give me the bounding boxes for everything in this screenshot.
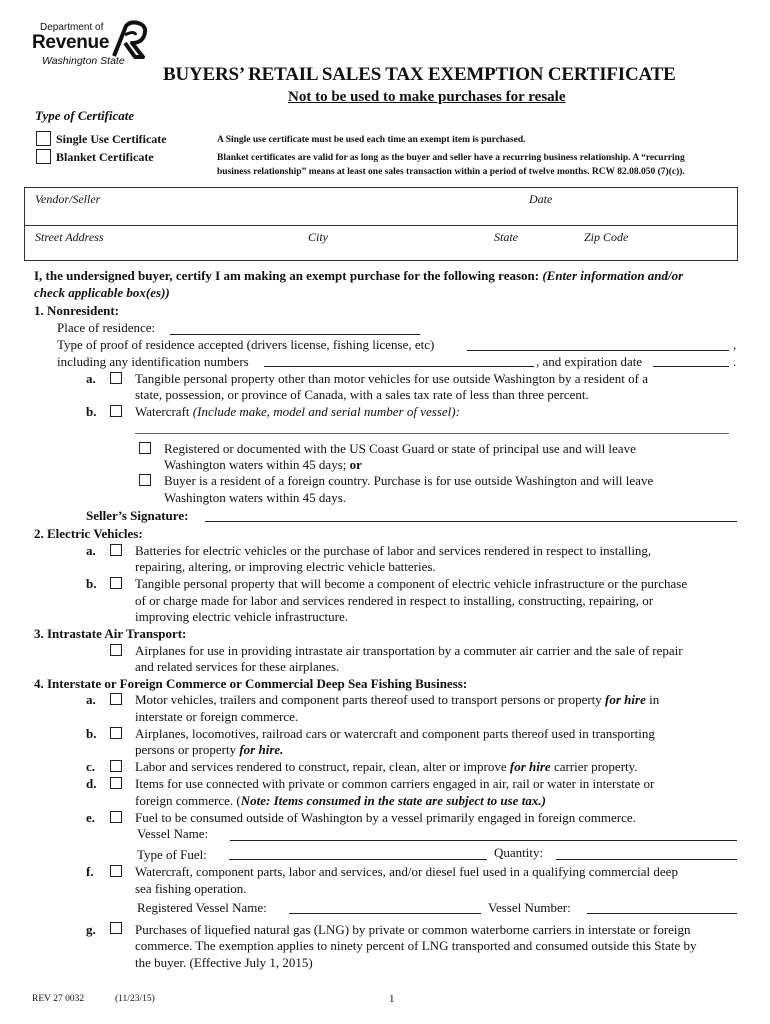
vendor-info-box <box>24 187 738 261</box>
s4-f-text-1: Watercraft, component parts, labor and services, and/or diesel fuel used in a qualifying commercial deep <box>135 864 678 879</box>
s4-a-text-2: interstate or foreign commerce. <box>135 709 299 724</box>
s4-d-checkbox[interactable] <box>110 777 122 789</box>
logo-revenue-text: Revenue <box>32 32 110 53</box>
logo-dept-text: Department of <box>40 22 104 33</box>
s4-f-checkbox[interactable] <box>110 865 122 877</box>
s4-a-letter: a. <box>86 692 96 707</box>
s4-a-text-1a: Motor vehicles, trailers and component parts thereof used to transport persons or property <box>135 692 602 707</box>
s2-a-checkbox[interactable] <box>110 544 122 556</box>
proof-type-input[interactable] <box>467 350 729 351</box>
section-2-heading: 2. Electric Vehicles: <box>34 526 143 541</box>
date-field[interactable]: Date <box>529 192 553 206</box>
s3-checkbox[interactable] <box>110 644 122 656</box>
s2-a-letter: a. <box>86 543 96 558</box>
section-3-heading: 3. Intrastate Air Transport: <box>34 626 187 641</box>
certify-statement <box>34 268 683 284</box>
s4-a-checkbox[interactable] <box>110 693 122 705</box>
certify-text: I, the undersigned buyer, certify I am making an exempt purchase for the following reason: <box>34 268 540 283</box>
id-numbers-input[interactable] <box>264 366 534 367</box>
quantity-input[interactable] <box>556 859 737 860</box>
s1-b-checkbox[interactable] <box>110 405 122 417</box>
seller-signature-input[interactable] <box>205 521 737 522</box>
coast-guard-text-2a: Washington waters within 45 days; <box>164 457 347 472</box>
s1-b-text <box>135 404 460 420</box>
place-of-residence-input[interactable] <box>170 334 420 335</box>
expiration-input[interactable] <box>653 366 729 367</box>
s4-c-text-a: Labor and services rendered to construct, repair, clean, alter or improve <box>135 759 507 774</box>
expiration-label: , and expiration date <box>536 354 643 369</box>
coast-guard-text-1: Registered or documented with the US Coast Guard or state of principal use and will leave <box>164 441 636 456</box>
s2-a-text-2: repairing, altering, or improving electric vehicle batteries. <box>135 559 436 574</box>
state-field[interactable]: State <box>494 230 518 244</box>
s4-g-checkbox[interactable] <box>110 922 122 934</box>
s1-a-text-1: Tangible personal property other than motor vehicles for use outside Washington by a resident of a <box>135 371 648 386</box>
coast-guard-text-2 <box>164 457 362 473</box>
section-1-heading: 1. Nonresident: <box>34 303 119 318</box>
s1-a-checkbox[interactable] <box>110 372 122 384</box>
blanket-label: Blanket Certificate <box>56 150 154 164</box>
registered-vessel-label: Registered Vessel Name: <box>137 900 267 915</box>
s4-g-text-2: commerce. The exemption applies to ninety percent of LNG transported and consumed outside this State by <box>135 938 697 953</box>
s4-a-for-hire: for hire <box>605 692 646 707</box>
blanket-note-line2: business relationship” means at least one sales transaction within a period of twelve months. RCW 82.08.050 (7)(c)). <box>217 167 685 177</box>
vendor-seller-field[interactable]: Vendor/Seller <box>35 192 101 206</box>
page-number: 1 <box>389 993 395 1005</box>
quantity-label: Quantity: <box>494 845 544 860</box>
s4-b-letter: b. <box>86 726 97 741</box>
single-use-note: A Single use certificate must be used each time an exempt item is purchased. <box>217 135 526 145</box>
s2-b-checkbox[interactable] <box>110 577 122 589</box>
s4-f-text-2: sea fishing operation. <box>135 881 247 896</box>
s4-d-text-2a: foreign commerce. ( <box>135 793 241 808</box>
section-4-heading: 4. Interstate or Foreign Commerce or Commercial Deep Sea Fishing Business: <box>34 676 468 691</box>
s4-d-text-1: Items for use connected with private or common carriers engaged in air, rail or water in interstate or <box>135 776 655 791</box>
s4-e-checkbox[interactable] <box>110 811 122 823</box>
blanket-note-line1: Blanket certificates are valid for as long as the buyer and seller have a recurring business relationship. A “recurring <box>217 153 685 163</box>
s4-f-letter: f. <box>86 864 94 879</box>
id-numbers-label: including any identification numbers <box>57 354 249 369</box>
cert-type-heading: Type of Certificate <box>35 108 135 123</box>
single-use-checkbox[interactable] <box>36 131 51 146</box>
s4-d-note: Note: Items consumed in the state are subject to use tax.) <box>240 793 546 808</box>
expiration-period: . <box>733 354 737 369</box>
vessel-name-input[interactable] <box>230 840 737 841</box>
s2-b-text-1: Tangible personal property that will become a component of electric vehicle infrastructure or the purchase <box>135 576 688 591</box>
s4-b-text-1: Airplanes, locomotives, railroad cars or watercraft and component parts thereof used in transporting <box>135 726 655 741</box>
s2-b-text-2: of or charge made for labor and services rendered in respect to installing, constructing, repairing, or <box>135 593 654 608</box>
s2-b-text-3: improving electric vehicle infrastructure. <box>135 609 348 624</box>
s1-foreign-resident-checkbox[interactable] <box>139 474 151 486</box>
s4-a-in: in <box>649 692 660 707</box>
s4-b-text-2a: persons or property <box>135 742 237 757</box>
certify-note-line2: check applicable box(es)) <box>34 285 170 300</box>
s1-a-text-2: state, possession, or province of Canada, with a sales tax rate of less than three percent. <box>135 387 589 402</box>
s4-d-letter: d. <box>86 776 97 791</box>
registered-vessel-input[interactable] <box>289 913 481 914</box>
s4-b-text-2 <box>135 742 283 758</box>
certify-note: (Enter information and/or <box>542 268 684 283</box>
form-title: BUYERS’ RETAIL SALES TAX EXEMPTION CERTIFICATE <box>163 64 676 85</box>
seller-signature-label: Seller’s Signature: <box>86 508 189 523</box>
s1-coast-guard-checkbox[interactable] <box>139 442 151 454</box>
form-subtitle: Not to be used to make purchases for resale <box>288 89 566 105</box>
coast-guard-or: or <box>349 457 362 472</box>
street-address-field[interactable]: Street Address <box>35 230 104 244</box>
proof-comma: , <box>733 337 737 352</box>
place-of-residence-label: Place of residence: <box>57 320 156 335</box>
s3-text-2: and related services for these airplanes. <box>135 659 340 674</box>
s4-c-for-hire: for hire <box>509 759 551 774</box>
fuel-type-label: Type of Fuel: <box>137 847 207 862</box>
s4-g-text-1: Purchases of liquefied natural gas (LNG) by private or common waterborne carriers in interstate or foreign <box>135 922 691 937</box>
s4-a-text-1 <box>135 692 659 708</box>
logo-state-text: Washington State <box>42 55 125 67</box>
vessel-number-input[interactable] <box>587 913 737 914</box>
watercraft-label: Watercraft <box>135 404 190 419</box>
fuel-type-input[interactable] <box>229 859 487 860</box>
vessel-number-label: Vessel Number: <box>488 900 571 915</box>
s4-c-checkbox[interactable] <box>110 760 122 772</box>
s4-d-text-2 <box>135 793 546 809</box>
form-number: REV 27 0032 <box>32 994 85 1004</box>
s4-g-letter: g. <box>86 922 96 937</box>
form-date: (11/23/15) <box>115 994 155 1004</box>
s4-b-checkbox[interactable] <box>110 727 122 739</box>
s4-c-text <box>135 759 638 775</box>
s2-b-letter: b. <box>86 576 97 591</box>
s4-g-text-3: the buyer. (Effective July 1, 2015) <box>135 955 313 970</box>
s2-a-text-1: Batteries for electric vehicles or the purchase of labor and services rendered in respect to installing, <box>135 543 652 558</box>
s4-c-letter: c. <box>86 759 96 774</box>
s4-e-text: Fuel to be consumed outside of Washington by a vessel primarily engaged in foreign commerce. <box>135 810 636 825</box>
s1-a-letter: a. <box>86 371 96 386</box>
foreign-resident-text-2: Washington waters within 45 days. <box>164 490 347 505</box>
s4-b-for-hire: for hire. <box>239 742 284 757</box>
single-use-label: Single Use Certificate <box>56 132 167 146</box>
watercraft-note: (Include make, model and serial number of vessel): <box>192 404 460 419</box>
zip-code-field[interactable]: Zip Code <box>584 230 629 244</box>
proof-type-label: Type of proof of residence accepted (drivers license, fishing license, etc) <box>57 337 435 352</box>
s3-text-1: Airplanes for use in providing intrastate air transportation by a commuter air carrier and the sale of repair <box>135 643 683 658</box>
logo-r-mark-icon <box>110 20 150 60</box>
s1-b-letter: b. <box>86 404 97 419</box>
city-field[interactable]: City <box>308 230 328 244</box>
vessel-info-input[interactable] <box>135 433 729 434</box>
vessel-name-label: Vessel Name: <box>137 826 209 841</box>
s4-c-text-end: carrier property. <box>553 759 638 774</box>
s4-e-letter: e. <box>86 810 96 825</box>
blanket-checkbox[interactable] <box>36 149 51 164</box>
foreign-resident-text-1: Buyer is a resident of a foreign country. Purchase is for use outside Washington and will leave <box>164 473 654 488</box>
